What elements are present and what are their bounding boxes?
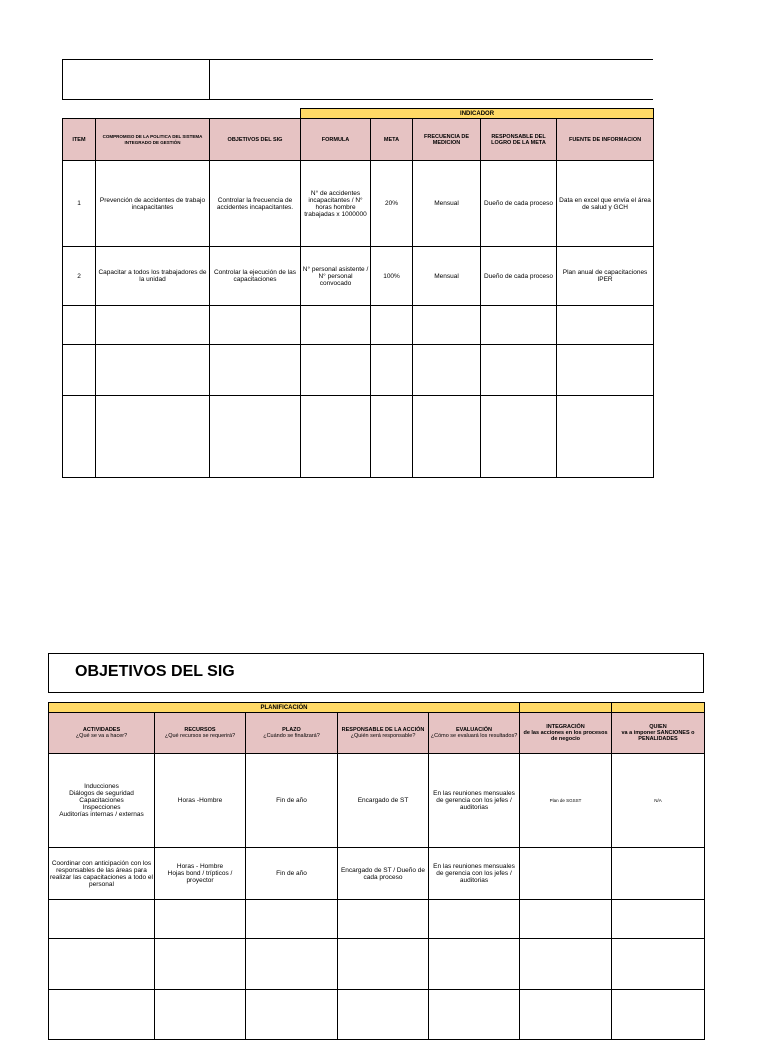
cell-objetivos: Controlar la ejecución de las capacitaciones bbox=[210, 247, 301, 306]
col-item: ITEM bbox=[63, 119, 96, 161]
table-row bbox=[63, 161, 654, 247]
cell-plazo: Fin de año bbox=[246, 754, 338, 848]
cell-formula: N° personal asistente / N° personal convocado bbox=[301, 247, 371, 306]
col-responsable: RESPONSABLE DEL LOGRO DE LA META bbox=[481, 119, 557, 161]
cell-meta: 100% bbox=[371, 247, 413, 306]
section-title-box bbox=[48, 653, 704, 693]
col-formula: FORMULA bbox=[301, 119, 371, 161]
cell-frecuencia: Mensual bbox=[413, 161, 481, 247]
col-quien: QUIEN va a imponer SANCIONES o PENALIDADES bbox=[612, 713, 705, 754]
cell-responsable: Encargado de ST bbox=[338, 754, 429, 848]
cell-responsable: Encargado de ST / Dueño de cada proceso bbox=[338, 848, 429, 900]
cell-meta: 20% bbox=[371, 161, 413, 247]
col-responsable-accion: RESPONSABLE DE LA ACCIÓN ¿Quién será responsable? bbox=[338, 713, 429, 754]
cell-fuente: Data en excel que envía el área de salud y GCH bbox=[557, 161, 654, 247]
table-row bbox=[63, 247, 654, 306]
col-integracion: INTEGRACIÓN de las acciones en los procesos de negocio bbox=[520, 713, 612, 754]
empty-row bbox=[49, 900, 705, 939]
empty-row bbox=[63, 396, 654, 478]
cell-frecuencia: Mensual bbox=[413, 247, 481, 306]
table-row bbox=[49, 848, 705, 900]
cell-objetivos: Controlar la frecuencia de accidentes incapacitantes. bbox=[210, 161, 301, 247]
cell-integracion bbox=[520, 848, 612, 900]
cell-responsable: Dueño de cada proceso bbox=[481, 247, 557, 306]
cell-actividades: Coordinar con anticipación con los responsables de las áreas para realizar las capacitaciones a todo el personal bbox=[49, 848, 155, 900]
empty-row bbox=[63, 345, 654, 396]
col-frecuencia: FRECUENCIA DE MEDICION bbox=[413, 119, 481, 161]
col-recursos: RECURSOS ¿Qué recursos se requerirá? bbox=[155, 713, 246, 754]
cell-formula: N° de accidentes incapacitantes / N° horas hombre trabajadas x 1000000 bbox=[301, 161, 371, 247]
empty-row bbox=[49, 939, 705, 990]
col-meta: META bbox=[371, 119, 413, 161]
cell-actividades: Inducciones Diálogos de seguridad Capacitaciones Inspecciones Auditorías internas / externas bbox=[49, 754, 155, 848]
section-title: OBJETIVOS DEL SIG bbox=[75, 663, 235, 680]
planning-header: PLANIFICACIÓN bbox=[49, 703, 520, 713]
cell-compromiso: Capacitar a todos los trabajadores de la unidad bbox=[96, 247, 210, 306]
cell-recursos: Horas -Hombre bbox=[155, 754, 246, 848]
cell-plazo: Fin de año bbox=[246, 848, 338, 900]
cell-evaluacion: En las reuniones mensuales de gerencia con los jefes / auditorias bbox=[429, 848, 520, 900]
col-plazo: PLAZO ¿Cuándo se finalizará? bbox=[246, 713, 338, 754]
col-compromiso: COMPROMISO DE LA POLITICA DEL SISTEMA INTEGRADO DE GESTIÓN bbox=[96, 119, 210, 161]
col-actividades: ACTIVIDADES ¿Qué se va a hacer? bbox=[49, 713, 155, 754]
indicator-table bbox=[62, 108, 654, 478]
cell-item: 1 bbox=[63, 161, 96, 247]
indicator-header: INDICADOR bbox=[301, 109, 654, 119]
cell-item: 2 bbox=[63, 247, 96, 306]
empty-row bbox=[49, 990, 705, 1040]
cell-integracion: Plan de SGSST bbox=[520, 754, 612, 848]
cell-compromiso: Prevención de accidentes de trabajo incapacitantes bbox=[96, 161, 210, 247]
col-evaluacion: EVALUACIÓN ¿Cómo se evaluará los resultados? bbox=[429, 713, 520, 754]
cell-fuente: Plan anual de capacitaciones IPER bbox=[557, 247, 654, 306]
col-objetivos: OBJETIVOS DEL SIG bbox=[210, 119, 301, 161]
header-divider bbox=[209, 60, 210, 99]
cell-evaluacion: En las reuniones mensuales de gerencia con los jefes / auditorias bbox=[429, 754, 520, 848]
empty-row bbox=[63, 306, 654, 345]
cell-quien bbox=[612, 848, 705, 900]
cell-responsable: Dueño de cada proceso bbox=[481, 161, 557, 247]
document-header-box bbox=[62, 59, 653, 100]
cell-recursos: Horas - Hombre Hojas bond / trípticos / proyector bbox=[155, 848, 246, 900]
cell-quien: N/A bbox=[612, 754, 705, 848]
planning-table bbox=[48, 702, 705, 1040]
table-row bbox=[49, 754, 705, 848]
col-fuente: FUENTE DE INFORMACION bbox=[557, 119, 654, 161]
